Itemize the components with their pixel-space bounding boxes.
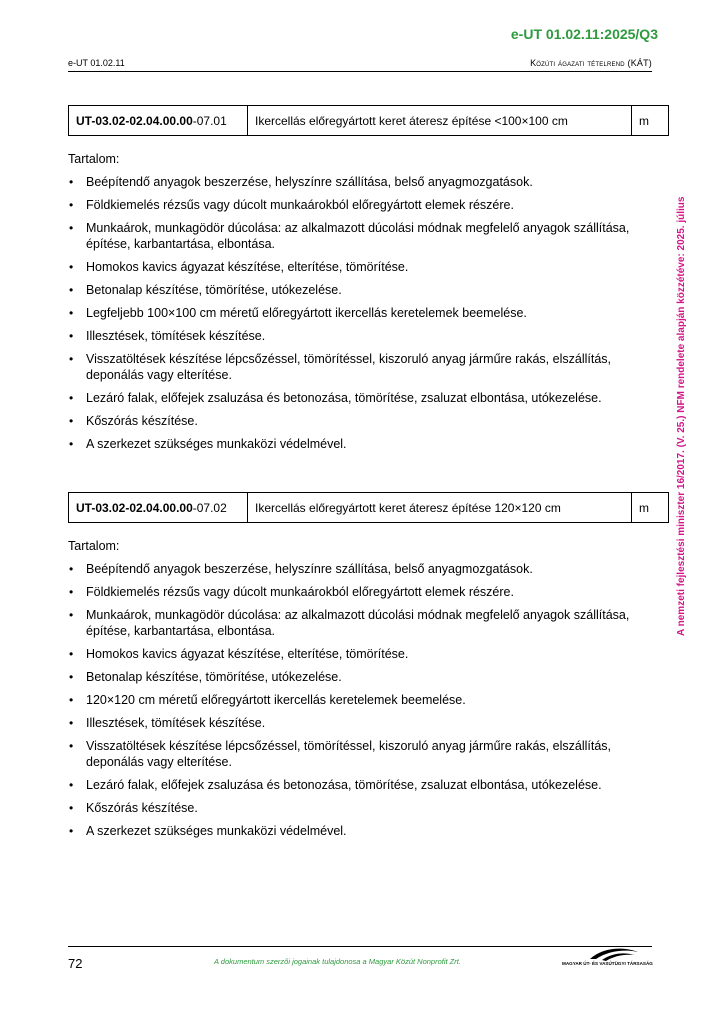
content-label: Tartalom: [68, 539, 120, 553]
list-item: • Földkiemelés rézsűs vagy dúcolt munkaárokból előregyártott elemek részére. [68, 584, 652, 600]
content-list [68, 561, 652, 839]
list-item: • A szerkezet szükséges munkaközi védelmével. [68, 436, 652, 452]
item-code-table [68, 105, 669, 136]
page-number: 72 [68, 956, 83, 971]
list-item: • Homokos kavics ágyazat készítése, elterítése, tömörítése. [68, 259, 652, 275]
list-item: • Földkiemelés rézsűs vagy dúcolt munkaárokból előregyártott elemek részére. [68, 197, 652, 213]
publication-side-note: A nemzeti fejlesztési miniszter 16/2017. (V. 25.) NFM rendelete alapján közzétéve: 2025. július [676, 196, 687, 636]
logo-text: MAGYAR ÚT- ÉS VASÚTÜGYI TÁRSASÁG [562, 961, 653, 966]
list-item: • Homokos kavics ágyazat készítése, elterítése, tömörítése. [68, 646, 652, 662]
item-section-2 [68, 492, 652, 846]
list-item: • Betonalap készítése, tömörítése, utókezelése. [68, 669, 652, 685]
list-item: • Kőszórás készítése. [68, 800, 652, 816]
list-item: • Illesztések, tömítések készítése. [68, 328, 652, 344]
item-code-main: UT-03.02-02.04.00.00 [76, 113, 193, 128]
list-item: • Munkaárok, munkagödör dúcolása: az alkalmazott dúcolási módnak megfelelő anyagok szállítása, építése, karbantartása, elbontása. [68, 220, 652, 252]
list-item: • Beépítendő anyagok beszerzése, helyszínre szállítása, belső anyagmozgatások. [68, 174, 652, 190]
document-code: e-UT 01.02.11:2025/Q3 [510, 26, 658, 42]
item-code [69, 493, 248, 523]
item-code-main: UT-03.02-02.04.00.00 [76, 500, 193, 515]
running-header [68, 57, 652, 72]
list-item: • Lezáró falak, előfejek zsaluzása és betonozása, tömörítése, zsaluzat elbontása, utókezelése. [68, 390, 652, 406]
content-list [68, 174, 652, 452]
list-item: • Visszatöltések készítése lépcsőzéssel, tömörítéssel, kiszoruló anyag járműre rakás, elszállítás, deponálás vagy elterítése. [68, 351, 652, 383]
item-unit: m [632, 106, 669, 136]
list-item: • Munkaárok, munkagödör dúcolása: az alkalmazott dúcolási módnak megfelelő anyagok szállítása, építése, karbantartása, elbontása. [68, 607, 652, 639]
company-logo [562, 946, 654, 972]
item-unit: m [632, 493, 669, 523]
list-item: • Lezáró falak, előfejek zsaluzása és betonozása, tömörítése, zsaluzat elbontása, utókezelése. [68, 777, 652, 793]
item-title: Ikercellás előregyártott keret áteresz építése <100×100 cm [248, 106, 632, 136]
item-code-suffix: -07.01 [192, 113, 227, 128]
list-item: • Legfeljebb 100×100 cm méretű előregyártott ikercellás keretelemek beemelése. [68, 305, 652, 321]
item-section-1 [68, 105, 652, 459]
list-item: • Illesztések, tömítések készítése. [68, 715, 652, 731]
list-item: • A szerkezet szükséges munkaközi védelmével. [68, 823, 652, 839]
item-code-table [68, 492, 669, 523]
list-item: • Kőszórás készítése. [68, 413, 652, 429]
copyright-notice: A dokumentum szerzői jogainak tulajdonosa a Magyar Közút Nonprofit Zrt. [214, 957, 461, 966]
list-item: • 120×120 cm méretű előregyártott ikercellás keretelemek beemelése. [68, 692, 652, 708]
list-item: • Betonalap készítése, tömörítése, utókezelése. [68, 282, 652, 298]
logo-swoosh-icon [562, 946, 654, 962]
item-code [69, 106, 248, 136]
running-header-left: e-UT 01.02.11 [68, 58, 125, 68]
running-header-right: Közúti ágazati tételrend (KÁT) [530, 58, 652, 68]
list-item: • Beépítendő anyagok beszerzése, helyszínre szállítása, belső anyagmozgatások. [68, 561, 652, 577]
item-title: Ikercellás előregyártott keret áteresz építése 120×120 cm [248, 493, 632, 523]
content-label: Tartalom: [68, 152, 120, 166]
list-item: • Visszatöltések készítése lépcsőzéssel, tömörítéssel, kiszoruló anyag járműre rakás, elszállítás, deponálás vagy elterítése. [68, 738, 652, 770]
item-code-suffix: -07.02 [192, 500, 227, 515]
